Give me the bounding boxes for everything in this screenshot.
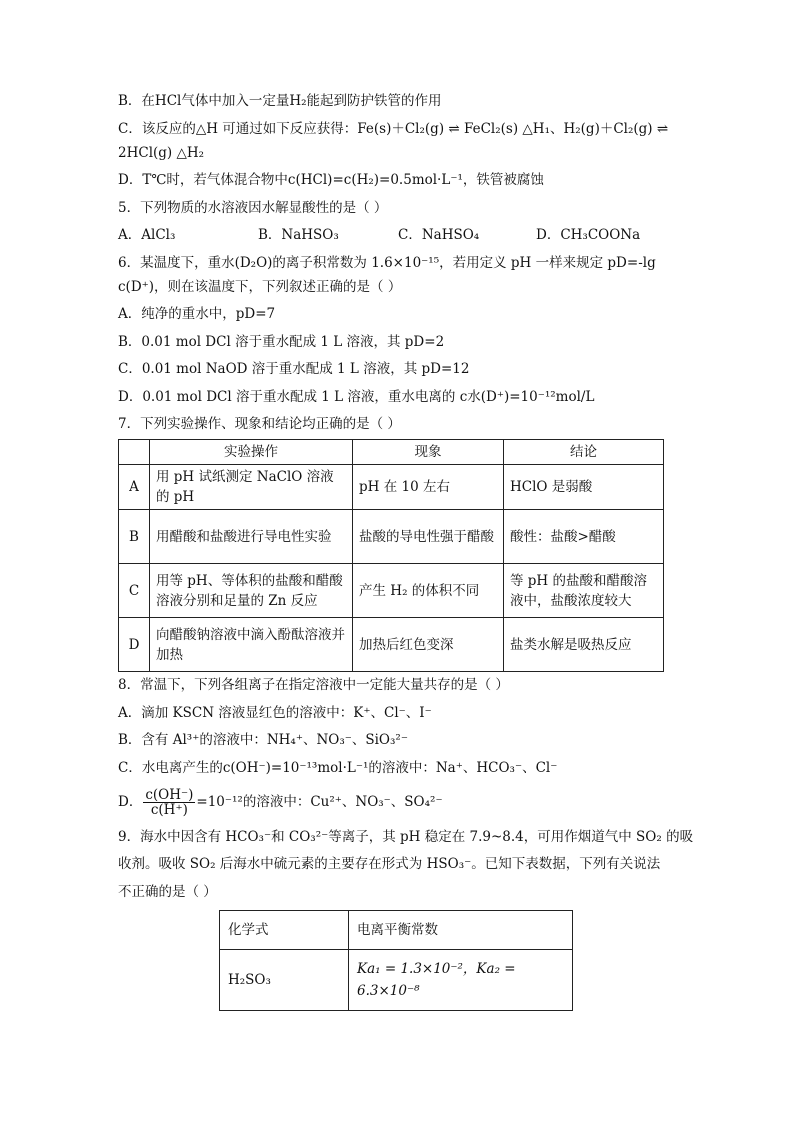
q5-option-d: D．CH₃COONa	[536, 227, 641, 243]
q9-table	[219, 910, 573, 1011]
q7-stem: 7．下列实验操作、现象和结论均正确的是（ ）	[118, 416, 401, 432]
q7-row-d	[119, 618, 664, 672]
q4-option-c-line2: 2HCl(g) △H₂	[118, 144, 205, 161]
q9-row-formula: H₂SO₃	[220, 950, 349, 1011]
q4-option-c-line1: C．该反应的△H 可通过如下反应获得：Fe(s)＋Cl₂(g) ⇌ FeCl₂(s) △H₁、H₂(g)＋Cl₂(g) ⇌	[118, 120, 669, 137]
q9-header-formula: 化学式	[220, 911, 349, 950]
q7-row-concl: 酸性：盐酸>醋酸	[504, 510, 664, 564]
q7-header-phen: 现象	[353, 440, 504, 465]
q7-header-op: 实验操作	[150, 440, 353, 465]
q9-table-header	[220, 911, 573, 950]
q7-table	[118, 439, 664, 672]
q9-stem-line3: 不正确的是（ ）	[118, 883, 217, 900]
q8-option-b: B．含有 Al³⁺的溶液中：NH₄⁺、NO₃⁻、SiO₃²⁻	[118, 732, 408, 748]
q7-row-op: 用 pH 试纸测定 NaClO 溶液的 pH	[150, 465, 353, 510]
q6-option-a: A．纯净的重水中，pD=7	[118, 306, 276, 322]
q5-stem: 5．下列物质的水溶液因水解显酸性的是（ ）	[118, 199, 388, 216]
q7-row-op: 向醋酸钠溶液中滴入酚酞溶液并加热	[150, 618, 353, 672]
q8-option-c: C．水电离产生的c(OH⁻)=10⁻¹³mol·L⁻¹的溶液中：Na⁺、HCO₃⁻、Cl⁻	[118, 759, 558, 776]
q9-header-constant: 电离平衡常数	[349, 911, 573, 950]
q7-row-label: D	[119, 618, 150, 672]
q5-option-b: B．NaHSO₃	[258, 227, 339, 243]
q4-option-d: D．T℃时，若气体混合物中c(HCl)=c(H₂)=0.5mol·L⁻¹，铁管被腐蚀	[118, 172, 544, 188]
q6-option-c: C．0.01 mol NaOD 溶于重水配成 1 L 溶液，其 pD=12	[118, 361, 470, 377]
q7-header-blank	[119, 440, 150, 465]
q8-option-d-prefix: D．	[118, 794, 143, 810]
q8-fraction-numerator: c(OH⁻)	[145, 787, 194, 803]
q7-row-label: B	[119, 510, 150, 564]
q7-row-label: A	[119, 465, 150, 510]
q7-row-c	[119, 564, 664, 618]
q7-row-phen: pH 在 10 左右	[353, 465, 504, 510]
q8-stem: 8．常温下，下列各组离子在指定溶液中一定能大量共存的是（ ）	[118, 677, 509, 693]
q7-row-label: C	[119, 564, 150, 618]
q9-stem-line1: 9．海水中因含有 HCO₃⁻和 CO₃²⁻等离子，其 pH 稳定在 7.9~8.4，可用作烟道气中 SO₂ 的吸	[118, 828, 694, 845]
q8-fraction-denominator: c(H⁺)	[150, 802, 188, 818]
q8-option-d-rest: =10⁻¹²的溶液中：Cu²⁺、NO₃⁻、SO₄²⁻	[196, 794, 443, 810]
q4-option-b: B．在HCl气体中加入一定量H₂能起到防护铁管的作用	[118, 93, 442, 109]
q8-option-a: A．滴加 KSCN 溶液显红色的溶液中：K⁺、Cl⁻、I⁻	[118, 704, 432, 721]
q8-option-d	[118, 786, 678, 818]
q9-stem-line2: 收剂。吸收 SO₂ 后海水中硫元素的主要存在形式为 HSO₃⁻。已知下表数据，下列有关说法	[118, 856, 661, 872]
q5-option-c: C．NaHSO₄	[398, 227, 480, 243]
q7-row-concl: 盐类水解是吸热反应	[504, 618, 664, 672]
q7-row-op: 用醋酸和盐酸进行导电性实验	[150, 510, 353, 564]
exam-page	[118, 92, 694, 1011]
q6-option-b: B．0.01 mol DCl 溶于重水配成 1 L 溶液，其 pD=2	[118, 333, 445, 350]
q7-row-b	[119, 510, 664, 564]
q7-row-concl: HClO 是弱酸	[504, 465, 664, 510]
q7-row-phen: 盐酸的导电性强于醋酸	[353, 510, 504, 564]
q6-stem-line2: c(D⁺)，则在该温度下，下列叙述正确的是（ ）	[118, 278, 402, 295]
q7-row-concl: 等 pH 的盐酸和醋酸溶液中，盐酸浓度较大	[504, 564, 664, 618]
q6-option-d: D．0.01 mol DCl 溶于重水配成 1 L 溶液，重水电离的 c水(D⁺)=10⁻¹²mol/L	[118, 388, 595, 405]
q8-fraction	[143, 788, 195, 817]
q7-row-a	[119, 465, 664, 510]
q9-table-row	[220, 950, 573, 1011]
q7-table-header	[119, 440, 664, 465]
q6-stem-line1: 6．某温度下，重水(D₂O)的离子积常数为 1.6×10⁻¹⁵，若用定义 pH 一样来规定 pD=-lg	[118, 254, 656, 271]
q9-row-constant: Ka₁ = 1.3×10⁻²，Ka₂ = 6.3×10⁻⁸	[349, 950, 573, 1011]
q7-header-concl: 结论	[504, 440, 664, 465]
q7-row-phen: 加热后红色变深	[353, 618, 504, 672]
q7-row-phen: 产生 H₂ 的体积不同	[353, 564, 504, 618]
q5-option-a: A．AlCl₃	[118, 227, 176, 243]
q7-row-op: 用等 pH、等体积的盐酸和醋酸溶液分别和足量的 Zn 反应	[150, 564, 353, 618]
q5-options	[118, 226, 678, 244]
